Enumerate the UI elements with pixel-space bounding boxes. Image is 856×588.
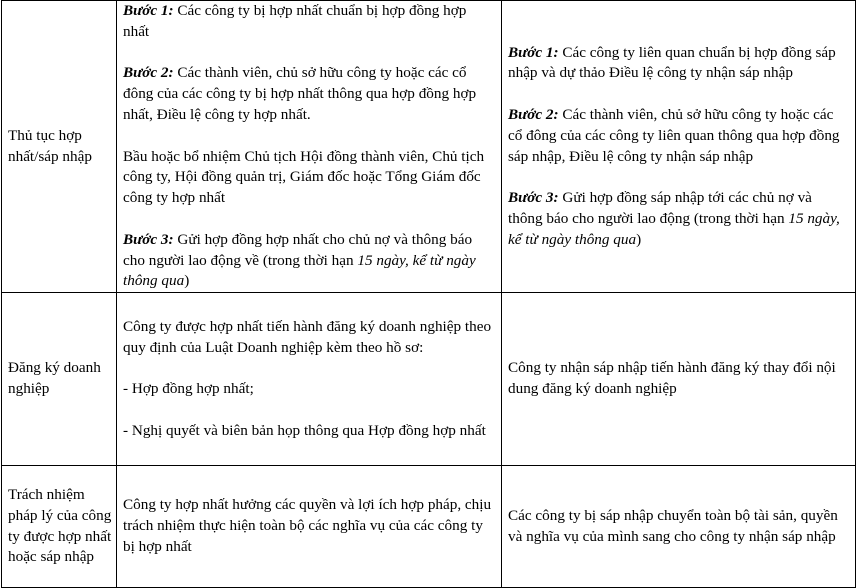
acquisition-liability-cell — [502, 466, 856, 588]
row-label-text: Đăng ký doanh nghiệp — [8, 359, 101, 398]
step-label: Bước 2: — [123, 64, 174, 82]
acquisition-step-3 — [508, 188, 847, 250]
table-row-liability — [2, 466, 856, 588]
merger-liability-text: Công ty hợp nhất hưởng các quyền và lợi ích hợp pháp, chịu trách nhiệm thực hiện toàn bộ các nghĩa vụ của các công ty bị hợp nhất — [123, 496, 492, 556]
acquisition-registration-cell — [502, 293, 856, 466]
step-label: Bước 2: — [508, 105, 559, 123]
step-text: Gửi hợp đồng hợp nhất cho chủ nợ và thông báo cho người lao động về (trong thời hạn — [123, 230, 473, 269]
row-label-registration — [2, 293, 117, 466]
step-text-end: ) — [636, 230, 642, 248]
step-deadline: 15 ngày, kể từ ngày thông qua — [508, 209, 840, 248]
acquisition-procedure-cell — [502, 1, 856, 293]
acquisition-step-1 — [508, 43, 847, 85]
step-text: Gửi hợp đồng sáp nhập tới các chủ nợ và thông báo cho người lao động (trong thời hạn — [508, 189, 812, 227]
step-text: Các thành viên, chủ sở hữu công ty hoặc các cổ đông của các công ty bị hợp nhất thông qua hợp đồng hợp nhất, Điều lệ công ty hợp nhất. — [123, 64, 477, 123]
acquisition-liability-text: Các công ty bị sáp nhập chuyển toàn bộ tài sản, quyền và nghĩa vụ của mình sang cho công ty nhận sáp nhập — [508, 506, 838, 545]
acquisition-step-2 — [508, 105, 847, 167]
merger-document-item: - Hợp đồng hợp nhất; — [123, 380, 254, 398]
merger-step-2 — [123, 63, 493, 125]
row-label-text: Thủ tục hợp nhất/sáp nhập — [8, 126, 92, 165]
table-row-registration — [2, 293, 856, 466]
merger-procedure-cell — [117, 1, 502, 293]
step-text-end: ) — [184, 272, 190, 290]
step-text: Các công ty liên quan chuẩn bị hợp đồng sáp nhập và dự thảo Điều lệ công ty nhận sáp nhập — [508, 43, 836, 82]
step-text: Các công ty bị hợp nhất chuẩn bị hợp đồng hợp nhất — [123, 2, 467, 40]
row-label-procedure — [2, 1, 117, 293]
merger-liability-cell — [117, 466, 502, 588]
step-label: Bước 3: — [123, 230, 174, 248]
merger-appointment-note: Bầu hoặc bổ nhiệm Chủ tịch Hội đồng thành viên, Chủ tịch công ty, Hội đồng quản trị, Giám đốc hoặc Tổng Giám đốc công ty hợp nhất — [123, 147, 485, 207]
merger-document-item: - Nghị quyết và biên bản họp thông qua Hợp đồng hợp nhất — [123, 421, 486, 439]
acquisition-registration-text: Công ty nhận sáp nhập tiến hành đăng ký thay đổi nội dung đăng ký doanh nghiệp — [508, 359, 836, 398]
merger-registration-cell — [117, 293, 502, 466]
step-text: Các thành viên, chủ sở hữu công ty hoặc các cổ đông của các công ty liên quan thông qua hợp đồng sáp nhập, Điều lệ công ty nhận sáp nhập — [508, 105, 840, 165]
step-label: Bước 1: — [508, 43, 559, 61]
row-label-liability — [2, 466, 117, 588]
merger-step-3 — [123, 230, 493, 292]
table-row-procedure — [2, 1, 856, 293]
step-label: Bước 3: — [508, 189, 559, 207]
row-label-text: Trách nhiệm pháp lý của công ty được hợp nhất hoặc sáp nhập — [8, 486, 112, 566]
comparison-table — [1, 0, 856, 588]
merger-registration-intro: Công ty được hợp nhất tiến hành đăng ký doanh nghiệp theo quy định của Luật Doanh nghiệp kèm theo hồ sơ: — [123, 317, 492, 356]
step-label: Bước 1: — [123, 2, 174, 19]
merger-step-1 — [123, 1, 493, 43]
step-deadline: 15 ngày, kể từ ngày thông qua — [123, 251, 476, 290]
